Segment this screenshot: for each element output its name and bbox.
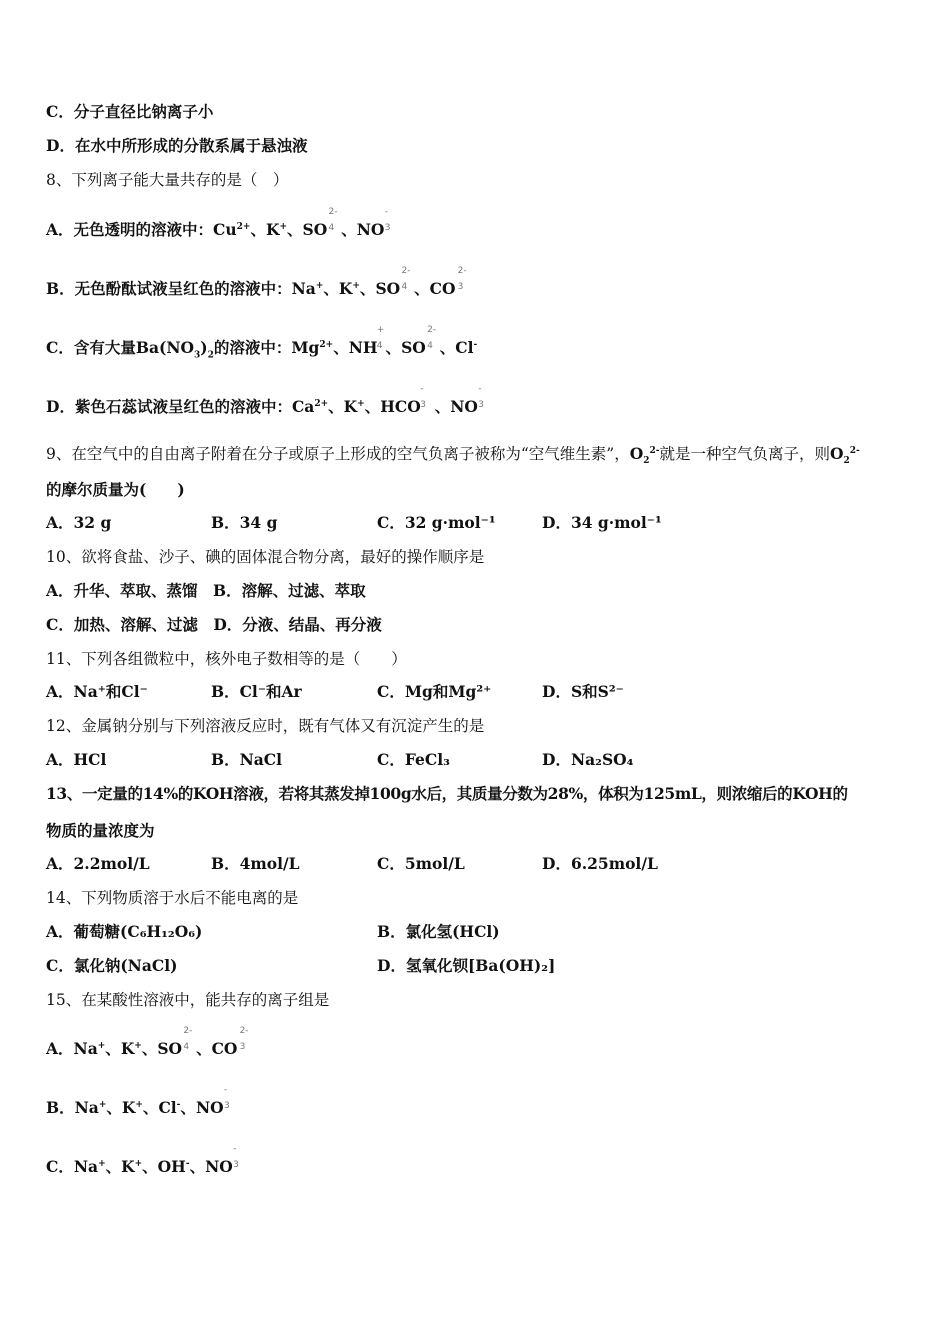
q14-option-c: C．氯化钠(NaCl) (46, 956, 178, 975)
q15-stem: 15、在某酸性溶液中，能共存的离子组是 (46, 991, 330, 1009)
q9-option-d: D．34 g·mol⁻¹ (542, 513, 662, 532)
q8-option-d: D．紫色石蕊试液呈红色的溶液中：$Ca^{2+}$、K+、HCO - 3 、NO - 3 (46, 384, 484, 417)
q12-option-d: D．Na₂SO₄ (542, 750, 634, 769)
q13-option-c: C．5mol/L (377, 854, 465, 873)
q9-option-b: B．34 g (211, 513, 278, 532)
q9-stem-line2: 的摩尔质量为( ) (46, 480, 185, 499)
q9-option-a: A．32 g (46, 513, 112, 532)
q8-option-a: A．无色透明的溶液中：$Cu^{2+}$、K+、SO 2- 4 、NO - 3 (46, 207, 391, 240)
q7-option-c: C．分子直径比钠离子小 (46, 102, 214, 121)
q11-option-c: C．Mg和Mg²⁺ (377, 682, 492, 701)
q13-stem-line2: 物质的量浓度为 (46, 821, 155, 840)
q13-option-a: A．2.2mol/L (46, 854, 150, 873)
q7-option-d: D．在水中所形成的分散系属于悬浊液 (46, 136, 308, 155)
q14-option-a: A．葡萄糖(C₆H₁₂O₆) (46, 922, 203, 941)
q12-option-b: B．NaCl (211, 750, 283, 769)
q10-options-ab: A．升华、萃取、蒸馏 B．溶解、过滤、萃取 (46, 581, 366, 600)
q15-option-c: C．Na+、K+、OH-、NO - 3 (46, 1144, 239, 1177)
q15-option-b: B．Na+、K+、Cl-、NO - 3 (46, 1085, 230, 1118)
q11-option-d: D．S和S²⁻ (542, 682, 624, 701)
q13-stem-line1: 13、一定量的14%的KOH溶液，若将其蒸发掉100g水后，其质量分数为28%，体积为125mL，则浓缩后的KOH的 (46, 784, 848, 803)
q15-option-a: A．Na+、K+、SO 2- 4 、CO 2- 3 (46, 1026, 249, 1059)
q12-stem: 12、金属钠分别与下列溶液反应时，既有气体又有沉淀产生的是 (46, 717, 485, 735)
q11-stem: 11、下列各组微粒中，核外电子数相等的是（ ） (46, 650, 407, 668)
q8-option-c: C．含有大量$Ba(NO_3)_2$的溶液中：$Mg^{2+}$、NH + 4 、SO 2- 4 、Cl- (46, 325, 478, 361)
q8-stem: 8、下列离子能大量共存的是（ ） (46, 171, 289, 189)
q13-option-d: D．6.25mol/L (542, 854, 658, 873)
q12-option-a: A．HCl (46, 750, 107, 769)
q12-option-c: C．FeCl₃ (377, 750, 450, 769)
q10-options-cd: C．加热、溶解、过滤 D．分液、结晶、再分液 (46, 615, 382, 634)
q8-option-b: B．无色酚酞试液呈红色的溶液中：Na+、K+、SO 2- 4 、CO 2- 3 (46, 266, 467, 299)
q10-stem: 10、欲将食盐、沙子、碘的固体混合物分离，最好的操作顺序是 (46, 548, 485, 566)
q13-option-b: B．4mol/L (211, 854, 300, 873)
q11-option-a: A．Na⁺和Cl⁻ (46, 682, 148, 701)
q11-option-b: B．Cl⁻和Ar (211, 682, 302, 701)
q9-stem-line1: 9、在空气中的自由离子附着在分子或原子上形成的空气负离子被称为“空气维生素”，$O_2^{2-}$就是一种空气负离子，则$O_2^{2-}$ (46, 444, 860, 467)
q9-option-c: C．32 g·mol⁻¹ (377, 513, 496, 532)
q14-option-b: B．氯化氢(HCl) (377, 922, 500, 941)
q14-option-d: D．氢氧化钡[Ba(OH)₂] (377, 956, 556, 975)
q14-stem: 14、下列物质溶于水后不能电离的是 (46, 889, 299, 907)
